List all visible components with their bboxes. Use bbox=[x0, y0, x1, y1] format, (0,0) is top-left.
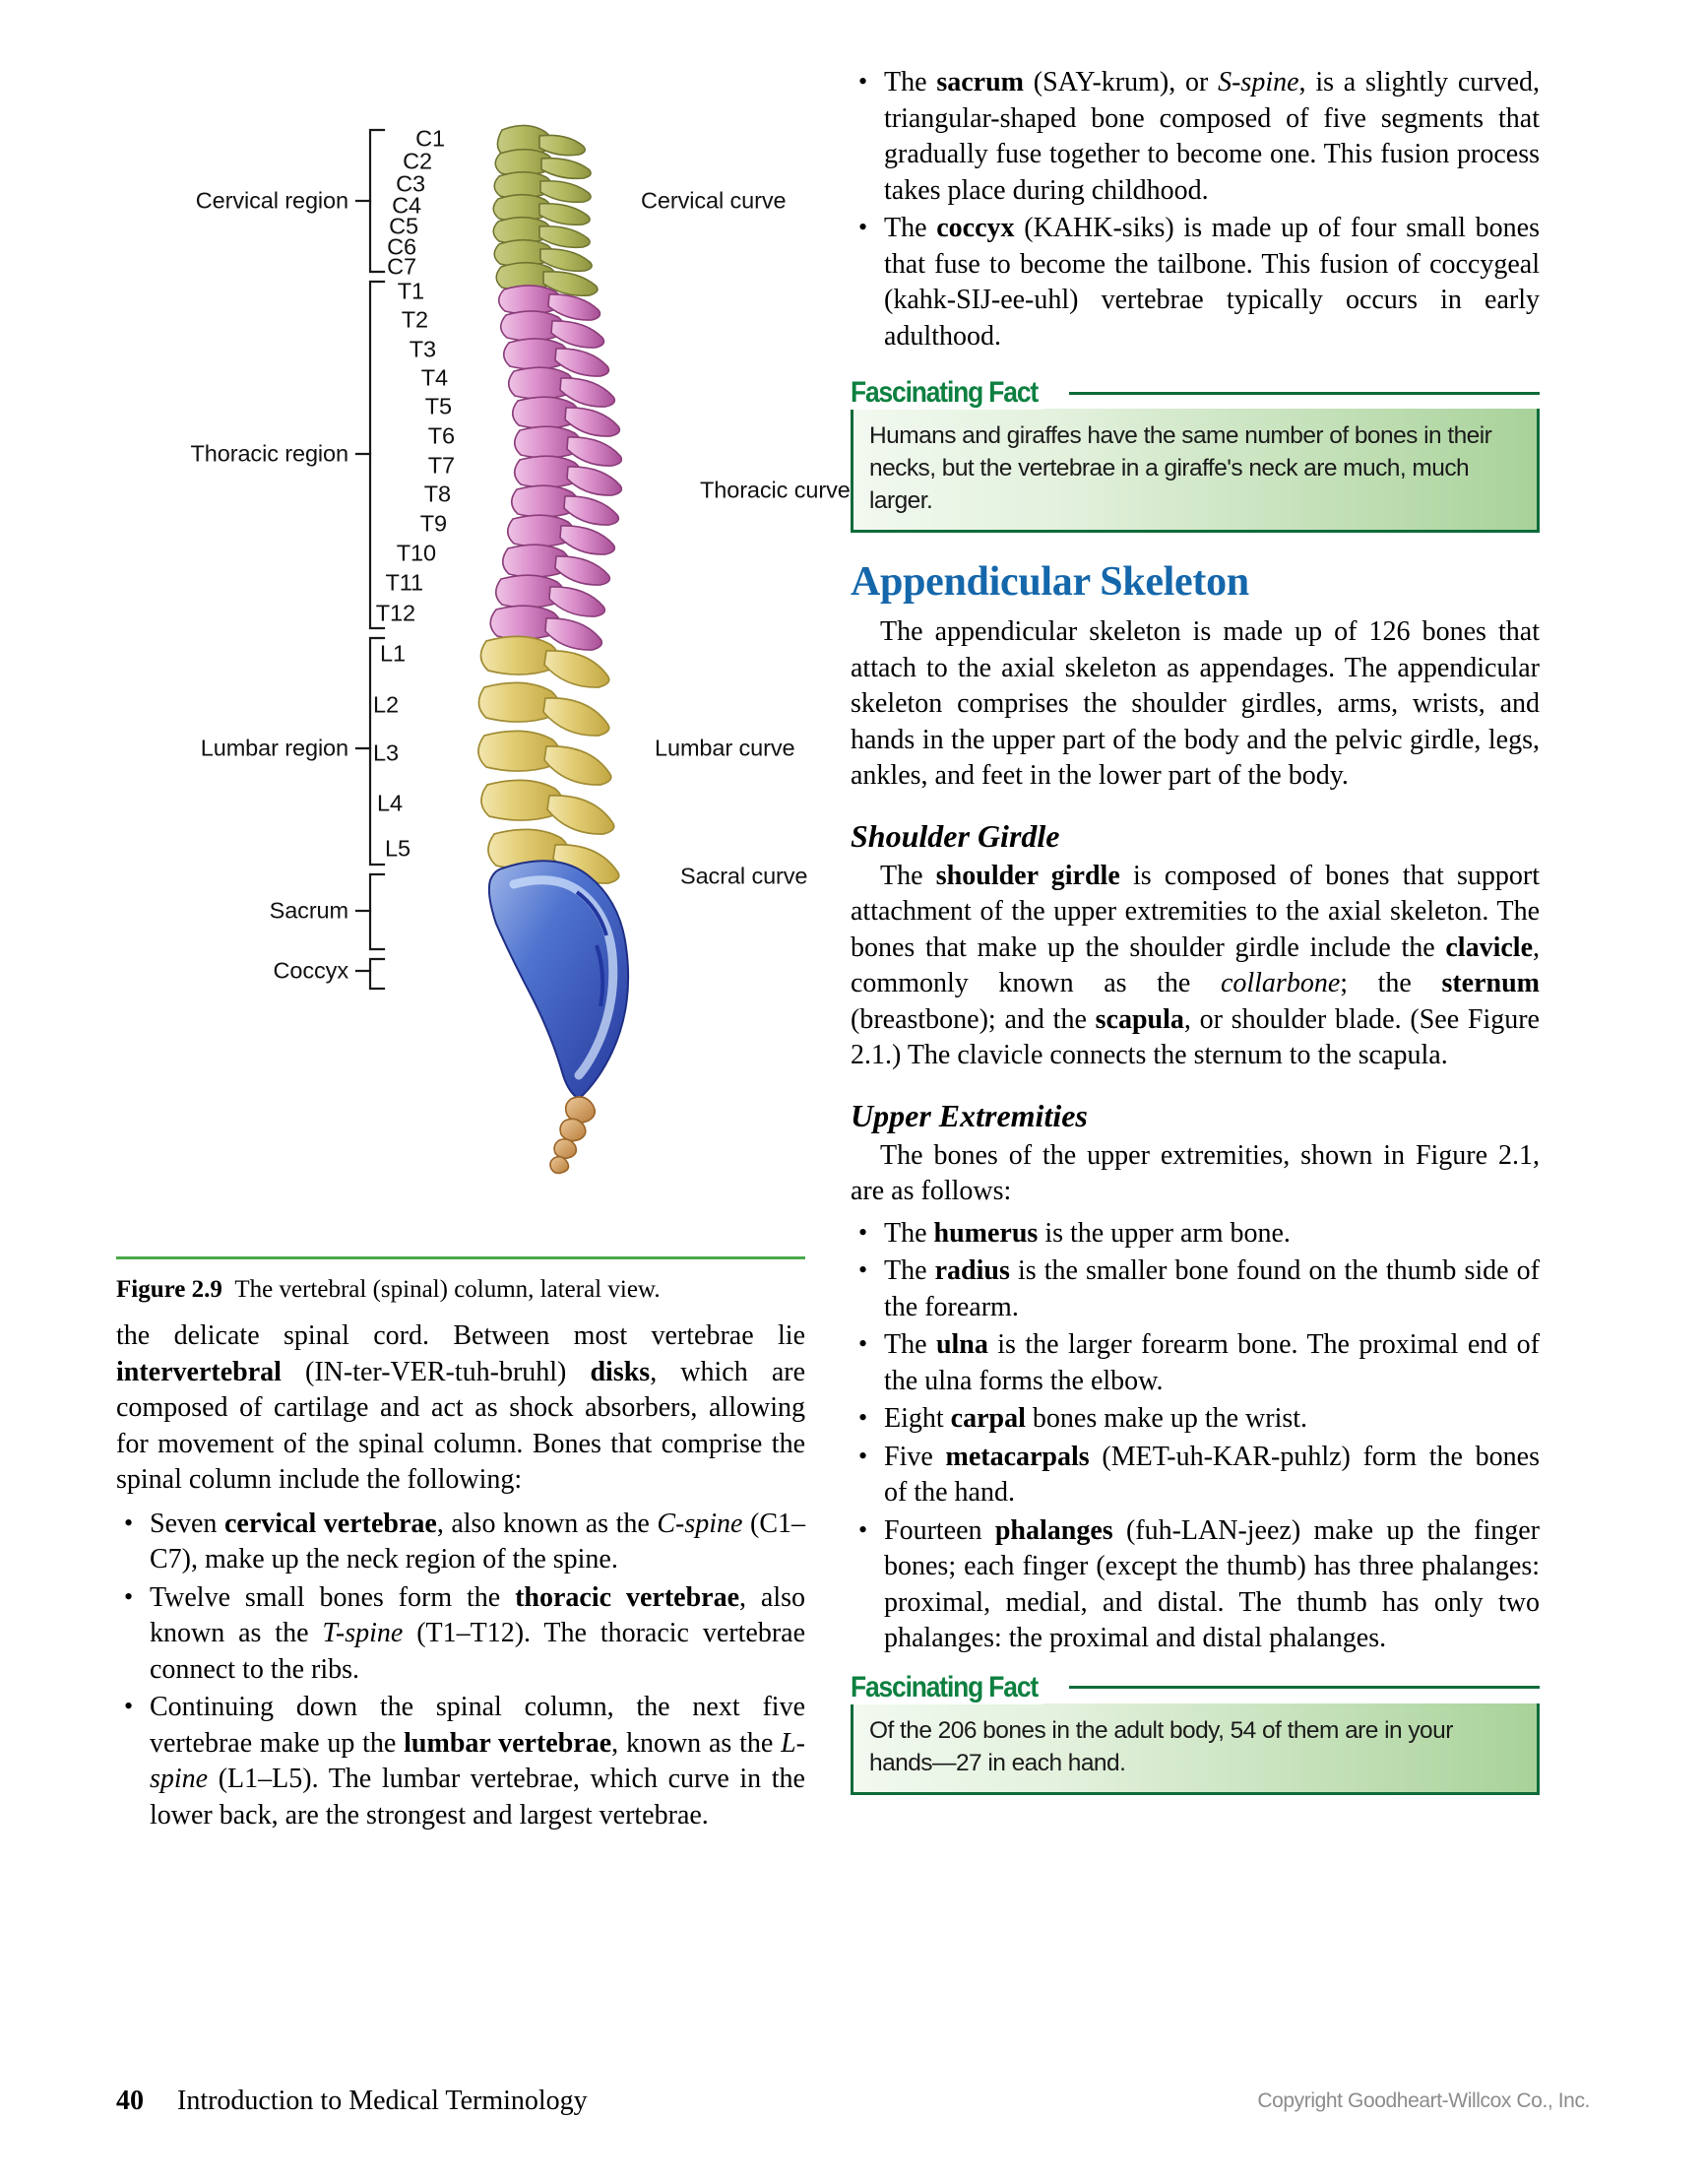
copyright-notice: Copyright Goodheart-Willcox Co., Inc. bbox=[1257, 2089, 1590, 2112]
left-bullet-list bbox=[116, 1507, 805, 1834]
list-item: • Seven cervical vertebrae, also known as the C-spine (C1–C7), make up the neck region of the spine. bbox=[116, 1507, 805, 1578]
upper-extremities-bullet-list bbox=[851, 1216, 1540, 1657]
vertebra-label: L5 bbox=[385, 835, 411, 862]
list-item: • Twelve small bones form the thoracic vertebrae, also known as the T-spine (T1–T12). The thoracic vertebrae connect to the ribs. bbox=[116, 1580, 805, 1689]
figure-caption-text: The vertebral (spinal) column, lateral view. bbox=[234, 1275, 661, 1303]
vertebra-label: L1 bbox=[380, 640, 406, 667]
vertebra-label: C6 bbox=[387, 233, 416, 260]
spine-illustration bbox=[116, 59, 851, 1275]
sacrum-bone bbox=[489, 861, 628, 1099]
figure-label-lumbar-curve: Lumbar curve bbox=[655, 735, 795, 761]
figure-2-9 bbox=[116, 59, 851, 1305]
cervical-vertebrae-group bbox=[493, 125, 598, 295]
running-head: Introduction to Medical Terminology bbox=[177, 2086, 588, 2116]
fact-rule bbox=[1069, 392, 1540, 395]
vertebra-label: C2 bbox=[403, 148, 432, 174]
vertebra-label: T6 bbox=[427, 422, 455, 449]
page-number: 40 bbox=[116, 2086, 144, 2116]
figure-rule bbox=[116, 1256, 805, 1259]
vertebra-label: T7 bbox=[427, 452, 455, 479]
vertebra-label: C5 bbox=[389, 213, 418, 239]
list-item: • Eight carpal bones make up the wrist. bbox=[851, 1401, 1540, 1438]
list-item: • The radius is the smaller bone found on the thumb side of the forearm. bbox=[851, 1253, 1540, 1325]
fact-text: Of the 206 bones in the adult body, 54 of them are in your hands—27 in each hand. bbox=[869, 1716, 1453, 1776]
upper-extremities-intro: The bones of the upper extremities, shown in Figure 2.1, are as follows: bbox=[851, 1139, 1540, 1207]
vertebra-label: T4 bbox=[420, 364, 448, 391]
right-column bbox=[851, 59, 1540, 1833]
list-item: • Continuing down the spinal column, the next five vertebrae make up the lumbar vertebrae, known as the L-spine (L1–L5). The lumbar vertebrae, which curve in the lower back, are the strongest and largest vertebrae. bbox=[116, 1690, 805, 1833]
page-footer bbox=[116, 2086, 1590, 2119]
figure-label-cervical-region: Cervical region bbox=[195, 187, 348, 214]
left-column bbox=[116, 59, 851, 1833]
vertebra-label: T10 bbox=[396, 540, 436, 566]
subheading-upper-extremities: Upper Extremities bbox=[851, 1097, 1088, 1133]
vertebra-label: T9 bbox=[419, 510, 447, 537]
figure-caption bbox=[116, 1274, 805, 1305]
list-item: • Five metacarpals (MET-uh-KAR-puhlz) form the bones of the hand. bbox=[851, 1440, 1540, 1511]
appendicular-intro-paragraph: The appendicular skeleton is made up of 126 bones that attach to the axial skeleton as appendages. The appendicular skeleton comprises the shoulder girdles, arms, wrists, and hands in the upper part of the body and the pelvic girdle, legs, ankles, and feet in the lower part of the body. bbox=[851, 616, 1540, 792]
figure-label-cervical-curve: Cervical curve bbox=[641, 187, 787, 214]
shoulder-girdle-paragraph: The shoulder girdle is composed of bones that support attachment of the upper extremities to the axial skeleton. The bones that make up the shoulder girdle include the clavicle, commonly known as the collarbone; the sternum (breastbone); and the scapula, or shoulder blade. (See Figure 2.1.) The clavicle connects the sternum to the scapula. bbox=[851, 860, 1541, 1071]
list-item: • The sacrum (SAY-krum), or S-spine, is a slightly curved, triangular-shaped bone composed of five segments that gradually fuse together to become one. This fusion process takes place during childhood. bbox=[851, 65, 1540, 209]
left-paragraph-1: the delicate spinal cord. Between most vertebrae lie intervertebral (IN-ter-VER-tuh-bruhl) disks, which are composed of cartilage and act as shock absorbers, allowing for movement of the spinal column. Bones that comprise the spinal column include the following: bbox=[116, 1320, 805, 1495]
thoracic-vertebrae-group bbox=[490, 286, 621, 650]
vertebra-label: T11 bbox=[385, 569, 423, 596]
vertebra-label: C1 bbox=[415, 125, 445, 152]
fact-body bbox=[851, 1703, 1540, 1795]
figure-label-sacral-curve: Sacral curve bbox=[680, 863, 808, 889]
region-brackets bbox=[356, 130, 384, 989]
vertebra-label: T5 bbox=[424, 393, 452, 419]
vertebra-label: C7 bbox=[387, 253, 416, 280]
fact-header bbox=[851, 376, 1540, 410]
lumbar-vertebrae-group bbox=[478, 636, 619, 883]
fact-header bbox=[851, 1671, 1540, 1704]
fascinating-fact-box-1 bbox=[851, 376, 1540, 534]
figure-label-thoracic-curve: Thoracic curve bbox=[700, 477, 851, 503]
fact-rule bbox=[1069, 1686, 1540, 1689]
vertebra-label: C4 bbox=[392, 192, 421, 219]
vertebra-label: L3 bbox=[373, 739, 399, 766]
figure-caption-label: Figure 2.9 bbox=[116, 1275, 222, 1303]
figure-label-coccyx: Coccyx bbox=[273, 957, 348, 984]
figure-label-sacrum: Sacrum bbox=[269, 897, 348, 924]
section-heading-appendicular-skeleton: Appendicular Skeleton bbox=[851, 559, 1249, 605]
vertebra-label: L2 bbox=[373, 691, 399, 718]
fact-body bbox=[851, 409, 1540, 533]
fact-title: Fascinating Fact bbox=[851, 376, 1043, 410]
fact-title: Fascinating Fact bbox=[851, 1671, 1043, 1704]
vertebra-label: C3 bbox=[396, 170, 425, 197]
subheading-shoulder-girdle: Shoulder Girdle bbox=[851, 817, 1060, 854]
vertebra-label: T12 bbox=[375, 600, 415, 626]
coccyx-bone bbox=[550, 1097, 595, 1173]
vertebra-label: T2 bbox=[401, 306, 428, 333]
vertebra-label: T8 bbox=[423, 481, 451, 507]
list-item: • The ulna is the larger forearm bone. The proximal end of the ulna forms the elbow. bbox=[851, 1327, 1540, 1399]
fact-text: Humans and giraffes have the same number of bones in their necks, but the vertebrae in a giraffe's neck are much, much larger. bbox=[869, 422, 1492, 514]
list-item: • Fourteen phalanges (fuh-LAN-jeez) make up the finger bones; each finger (except the thumb) has three phalanges: proximal, medial, and distal. The thumb has only two phalanges: the proximal and distal phalanges. bbox=[851, 1513, 1540, 1657]
list-item: • The coccyx (KAHK-siks) is made up of four small bones that fuse to become the tailbone. This fusion of coccygeal (kahk-SIJ-ee-uhl) vertebrae typically occurs in early adulthood. bbox=[851, 211, 1540, 354]
spine-svg bbox=[116, 59, 808, 1275]
figure-label-thoracic-region: Thoracic region bbox=[190, 440, 348, 467]
two-column-layout bbox=[116, 59, 1590, 1833]
fascinating-fact-box-2 bbox=[851, 1671, 1540, 1796]
vertebra-label: L4 bbox=[377, 790, 403, 816]
vertebra-label: T1 bbox=[397, 278, 424, 304]
right-top-bullet-list bbox=[851, 65, 1540, 354]
vertebra-label: T3 bbox=[409, 336, 436, 362]
figure-label-lumbar-region: Lumbar region bbox=[200, 735, 348, 761]
list-item: • The humerus is the upper arm bone. bbox=[851, 1216, 1540, 1253]
